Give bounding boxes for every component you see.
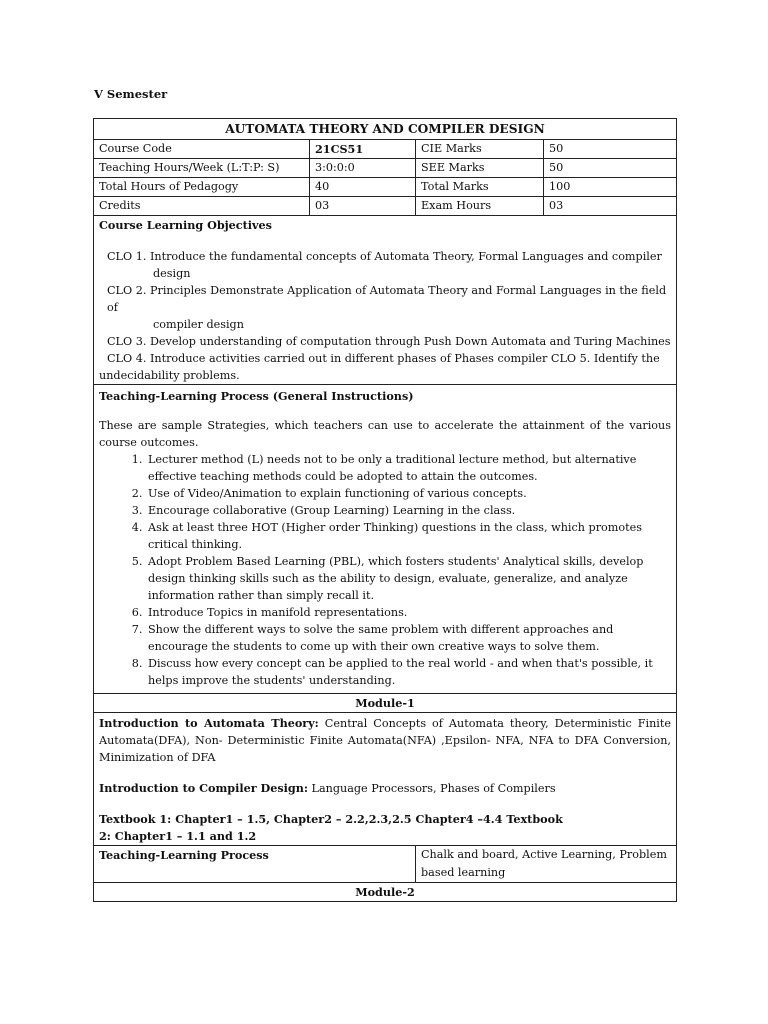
exam-hours-label: Exam Hours — [416, 197, 544, 216]
clo-item: CLO 1. Introduce the fundamental concepts of Automata Theory, Formal Languages and compiler — [107, 250, 662, 263]
clo-item: CLO 2. Principles Demonstrate Application of Automata Theory and Formal Languages in the field of — [107, 284, 667, 314]
pedagogy-hours-label: Total Hours of Pedagogy — [94, 178, 310, 197]
module-1-heading: Module-1 — [94, 694, 677, 713]
module-2-heading: Module-2 — [94, 883, 677, 902]
teaching-hours-value: 3:0:0:0 — [310, 159, 416, 178]
automata-intro-paragraph — [99, 715, 671, 766]
automata-intro-heading: Introduction to Automata Theory: — [99, 716, 319, 730]
course-code-label: Course Code — [94, 140, 310, 159]
automata-intro-text: Central Concepts of Automata theory, Deterministic Finite Automata(DFA), Non- Deterministic Finite Automata(NFA) ,Epsilon- NFA, NFA to DFA Conversion, Minimization of DFA — [99, 717, 671, 764]
clo-item-continuation: design — [153, 267, 191, 280]
clo-item: undecidability problems. — [99, 369, 240, 382]
compiler-intro-paragraph — [99, 780, 671, 797]
pedagogy-hours-value: 40 — [310, 178, 416, 197]
credits-value: 03 — [310, 197, 416, 216]
table-row — [94, 159, 677, 178]
clo-list — [99, 248, 671, 384]
exam-hours-value: 03 — [544, 197, 677, 216]
clo-heading: Course Learning Objectives — [99, 218, 272, 232]
list-item: 5. Adopt Problem Based Learning (PBL), which fosters students' Analytical skills, develop design thinking skills such as the ability to design, evaluate, generalize, and analyze information rather than simply recall it. — [146, 553, 671, 604]
list-item: 8. Discuss how every concept can be applied to the real world - and when that's possible, it helps improve the students' understanding. — [146, 655, 671, 689]
table-row — [94, 846, 677, 883]
list-item: 1. Lecturer method (L) needs not to be only a traditional lecture method, but alternative effective teaching methods could be adopted to attain the outcomes. — [146, 451, 671, 485]
course-title: AUTOMATA THEORY AND COMPILER DESIGN — [94, 119, 677, 140]
textbook-reference-line1: Textbook 1: Chapter1 – 1.5, Chapter2 – 2.2,2.3,2.5 Chapter4 –4.4 Textbook — [99, 812, 563, 826]
list-item: 7. Show the different ways to solve the same problem with different approaches and encourage the students to come up with their own creative ways to solve them. — [146, 621, 671, 655]
module-1-tlp-label: Teaching-Learning Process — [94, 846, 416, 883]
table-row — [94, 140, 677, 159]
list-item: 3. Encourage collaborative (Group Learning) Learning in the class. — [146, 502, 671, 519]
cie-marks-label: CIE Marks — [416, 140, 544, 159]
module-1-tlp-value: Chalk and board, Active Learning, Problem based learning — [416, 846, 677, 883]
clo-item: CLO 4. Introduce activities carried out in different phases of Phases compiler CLO 5. Identify the — [107, 352, 660, 365]
see-marks-label: SEE Marks — [416, 159, 544, 178]
course-code-value: 21CS51 — [310, 140, 416, 159]
tlp-heading: Teaching-Learning Process (General Instructions) — [99, 389, 414, 403]
list-item: 6. Introduce Topics in manifold representations. — [146, 604, 671, 621]
table-row — [94, 197, 677, 216]
clo-section — [94, 216, 677, 385]
compiler-intro-text: Language Processors, Phases of Compilers — [307, 782, 556, 795]
tlp-list — [99, 451, 671, 689]
semester-label: V Semester — [94, 87, 168, 101]
see-marks-value: 50 — [544, 159, 677, 178]
table-row — [94, 178, 677, 197]
cie-marks-value: 50 — [544, 140, 677, 159]
syllabus-table — [93, 118, 677, 902]
tlp-intro: These are sample Strategies, which teachers can use to accelerate the attainment of the various course outcomes. — [99, 419, 671, 449]
list-item: 4. Ask at least three HOT (Higher order Thinking) questions in the class, which promotes critical thinking. — [146, 519, 671, 553]
compiler-intro-heading: Introduction to Compiler Design: — [99, 781, 308, 795]
teaching-hours-label: Teaching Hours/Week (L:T:P: S) — [94, 159, 310, 178]
total-marks-label: Total Marks — [416, 178, 544, 197]
list-item: 2. Use of Video/Animation to explain functioning of various concepts. — [146, 485, 671, 502]
module-1-content — [94, 713, 677, 846]
clo-item: CLO 3. Develop understanding of computation through Push Down Automata and Turing Machines — [107, 335, 671, 348]
credits-label: Credits — [94, 197, 310, 216]
clo-item-continuation: compiler design — [153, 318, 244, 331]
total-marks-value: 100 — [544, 178, 677, 197]
textbook-reference-line2: 2: Chapter1 – 1.1 and 1.2 — [99, 829, 257, 843]
tlp-section — [94, 385, 677, 694]
